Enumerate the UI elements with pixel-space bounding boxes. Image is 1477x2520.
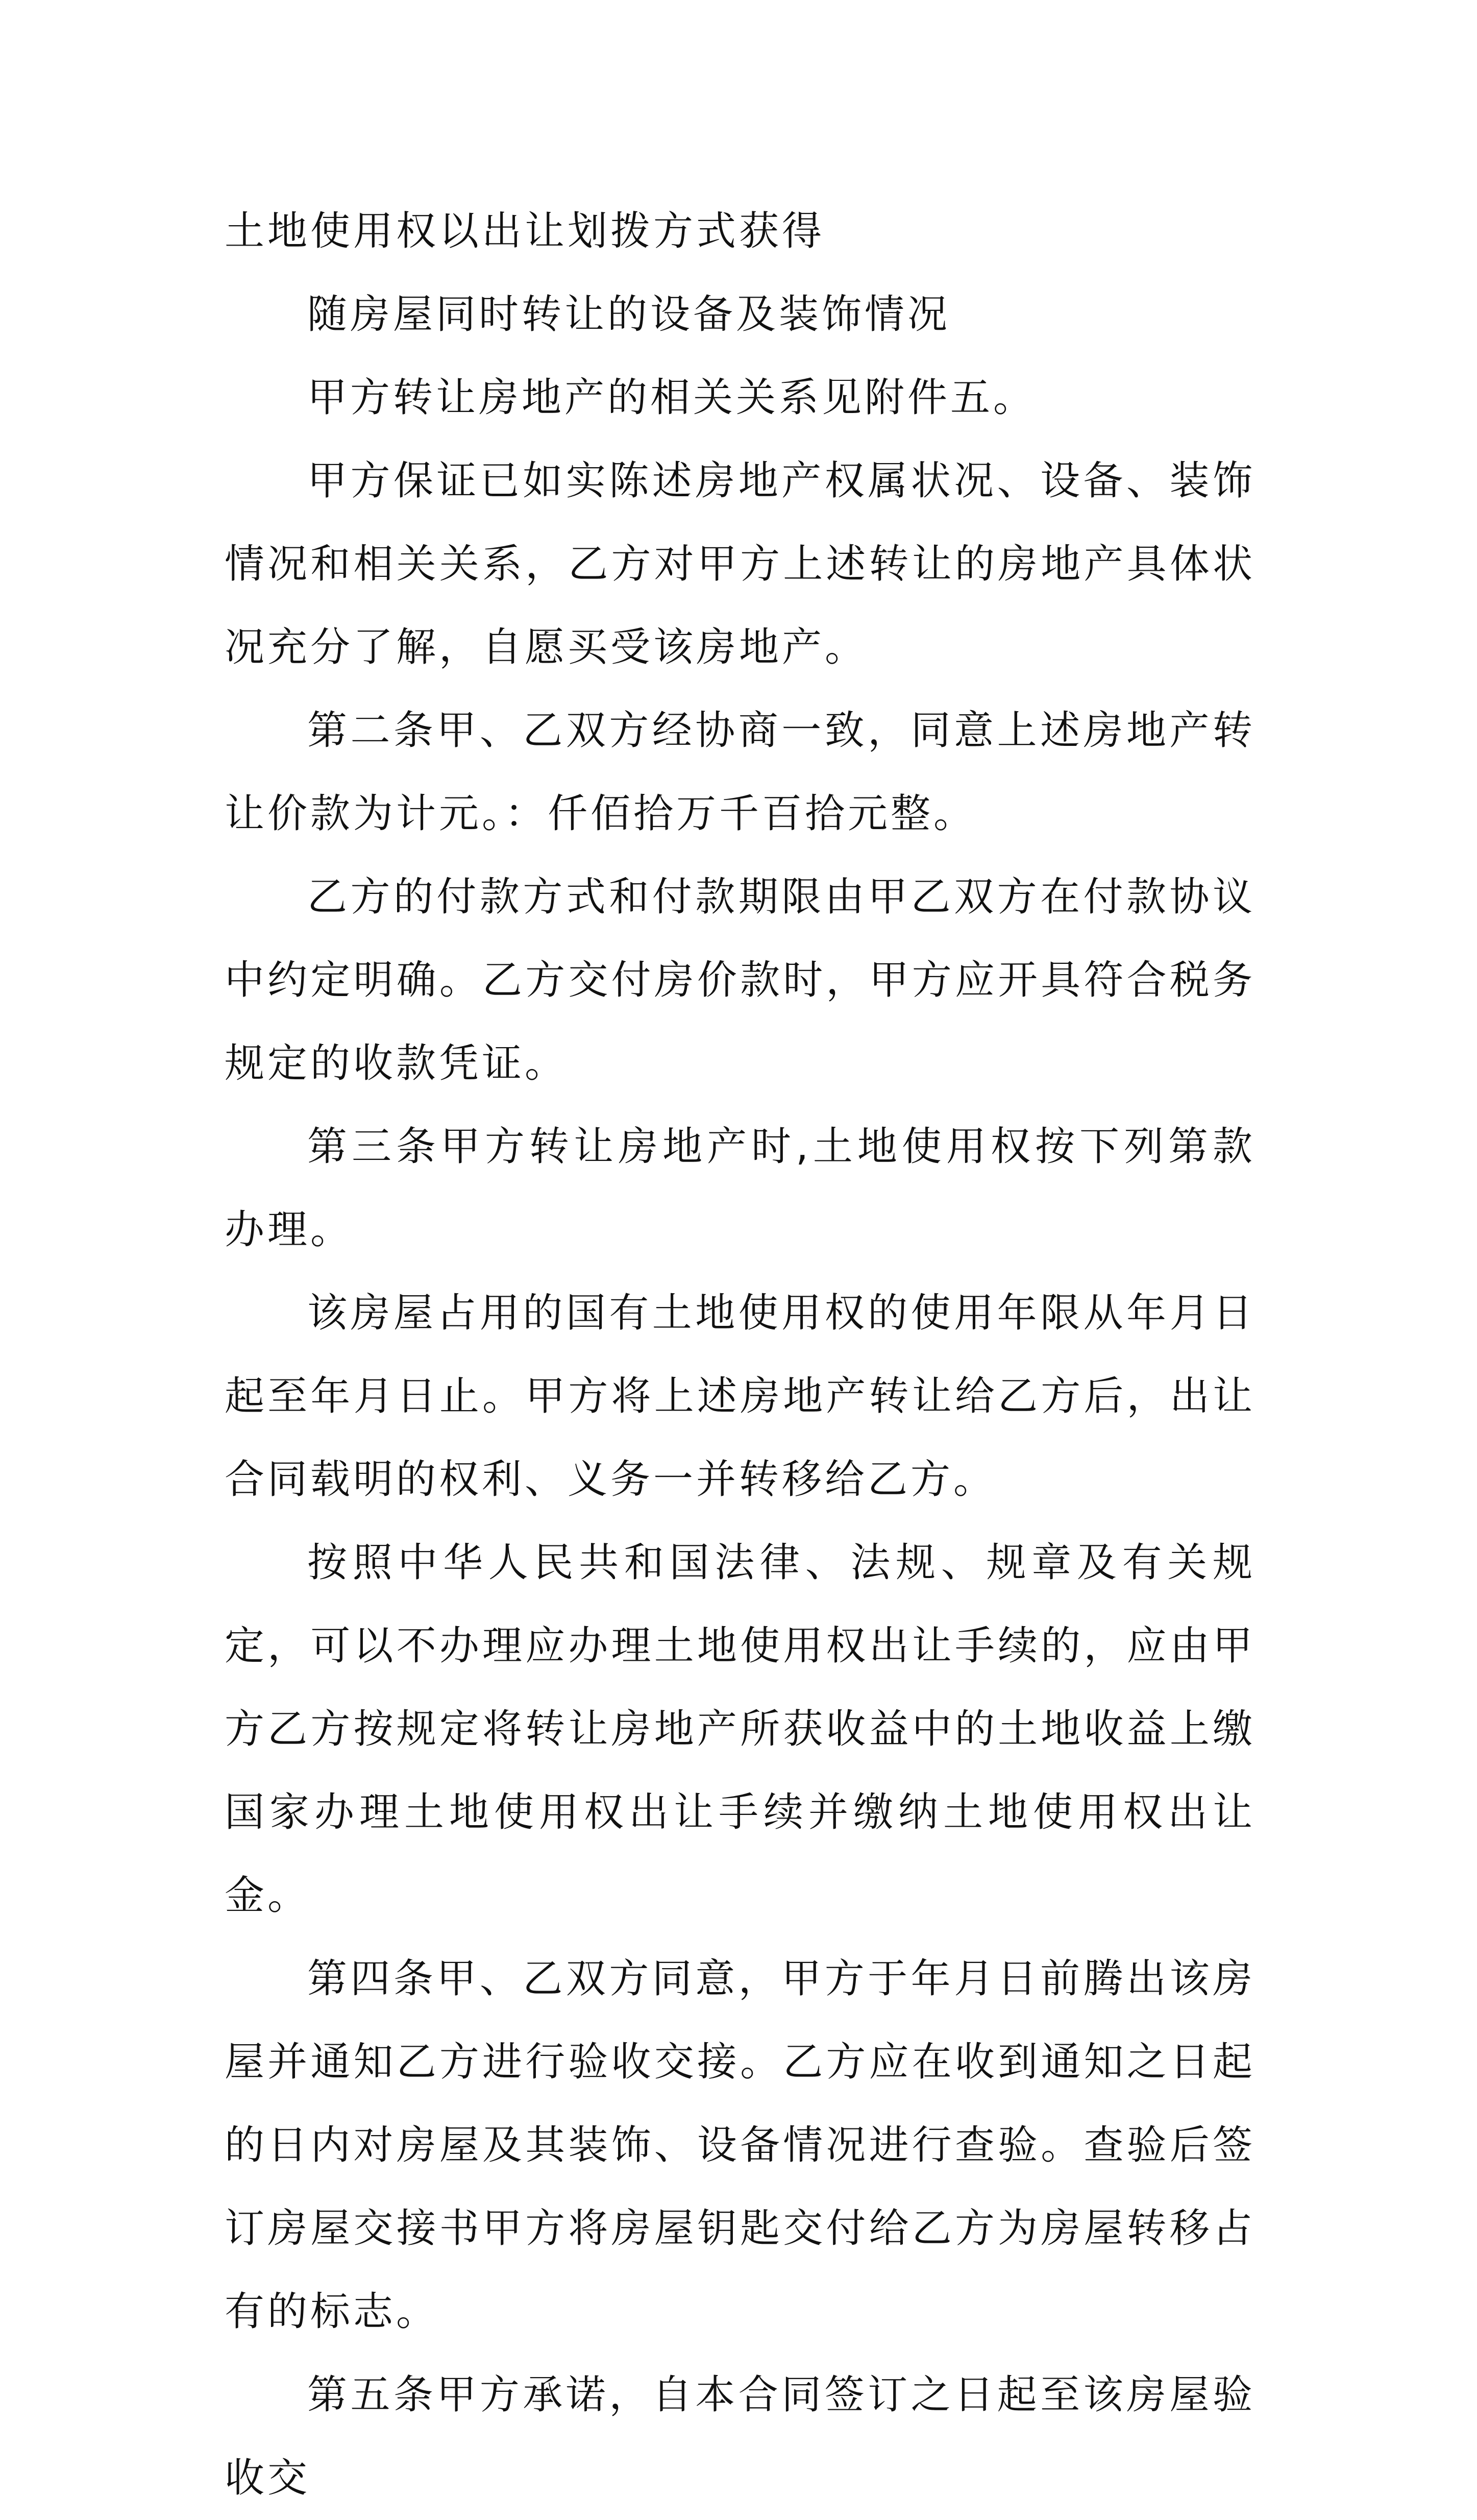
paragraph-4: 甲方保证已如实陈述房地产权属状况、设备、装饰情况和相关关系，乙方对甲方上述转让的房地产具体状况充分了解，自愿买受该房地产。 [225,458,1256,670]
paragraph-9: 按照中华人民共和国法律、法规、规章及有关规定，可以不办理应办理土地使用权出让手续的，应由甲方乙方按规定将转让房地产所获收益中的土地收益上缴国家办理土地使用权出让手续并缴纳土地使用权出让金。 [225,1540,1256,1919]
paragraph-3: 甲方转让房地产的相关关系见附件五。 [307,375,1037,421]
paragraph-5: 第二条甲、乙双方经协商一致，同意上述房地产转让价款为计元。：仟佰拾万千百拾元整。 [225,708,1256,837]
paragraph-1: 土地使用权以出让划拨方式获得 [225,208,825,254]
document-body [225,190,1256,2520]
paragraph-7: 第三条甲方转让房地产时,土地使用权按下列第款办理。 [225,1124,1256,1253]
paragraph-11: 第五条甲方承诺，自本合同签订之日起至该房屋验收交 [225,2372,1256,2501]
paragraph-2: 随房屋同时转让的设备及装饰情况 [307,292,951,337]
paragraph-8: 该房屋占用的国有土地使用权的使用年限从年月日起至年月日止。甲方将上述房地产转让给乙方后，出让合同载明的权利、义务一并转移给乙方。 [225,1290,1256,1503]
paragraph-10: 第四条甲、乙双方同意，甲方于年月日前腾出该房屋并通知乙方进行验收交接。乙方应在收到通知之日起的日内对房屋及其装饰、设备情况进行查验。查验后签订房屋交接书甲方将房屋钥匙交付给乙方为房屋转移占有的标志。 [225,1956,1256,2335]
paragraph-6: 乙方的付款方式和付款期限由甲乙双方在付款协议中约定明确。乙方交付房价款时，甲方应开具符合税务规定的收款凭证。 [225,874,1256,1086]
